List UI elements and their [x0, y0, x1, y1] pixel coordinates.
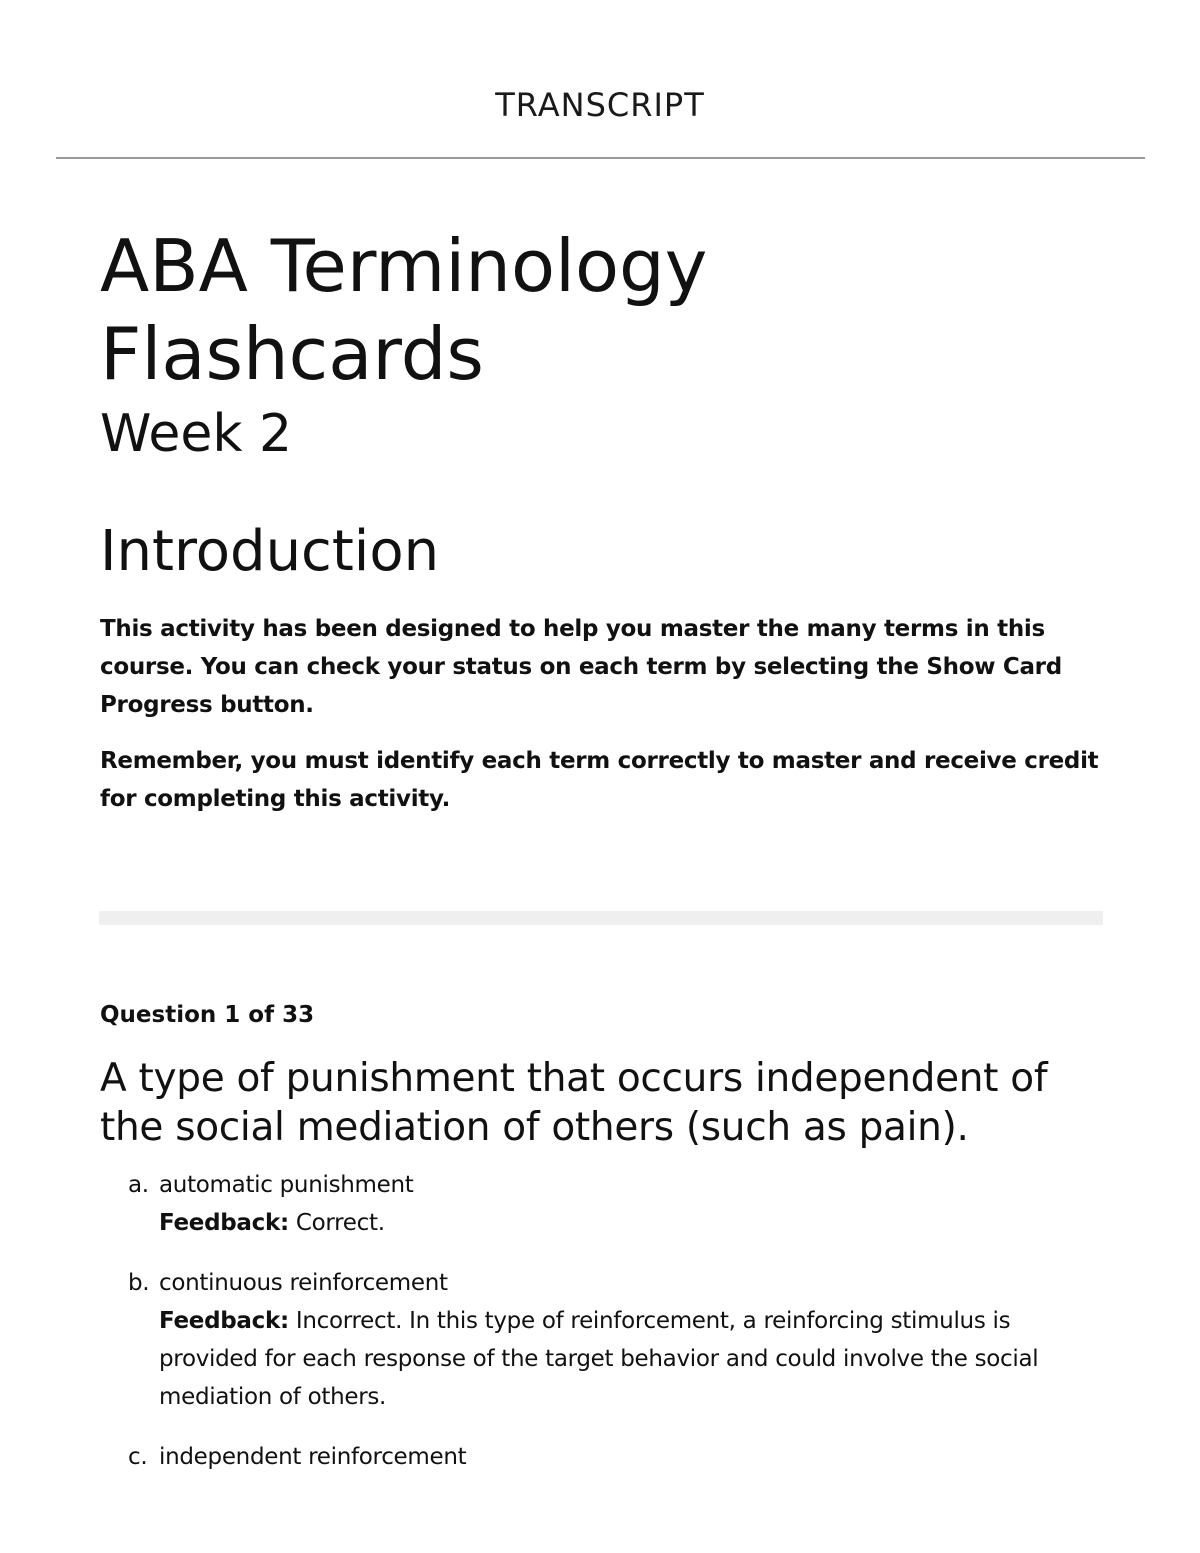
- intro-paragraph-2: Remember, you must identify each term correctly to master and receive credit for completing this activity.: [100, 748, 1099, 812]
- answer-text: automatic punishment: [159, 1172, 414, 1198]
- introduction-body: [100, 610, 1100, 836]
- answer-letter: b.: [128, 1270, 150, 1296]
- document-title: [100, 222, 1100, 398]
- show-card-progress-emphasis: Show Card Progress: [100, 654, 1062, 718]
- answer-letter: c.: [128, 1444, 148, 1470]
- answer-option-a: [128, 1166, 1088, 1242]
- section-divider: [99, 911, 1103, 925]
- title-line-2: Flashcards: [100, 312, 484, 396]
- answer-list: [128, 1166, 1088, 1498]
- answer-option-b: [128, 1264, 1088, 1416]
- answer-text: continuous reinforcement: [159, 1270, 448, 1296]
- answer-feedback: [159, 1204, 1088, 1242]
- intro-paragraph-1: [100, 610, 1100, 724]
- title-line-1: ABA Terminology: [100, 224, 708, 308]
- answer-feedback: [159, 1302, 1088, 1416]
- intro-paragraph-1-text: This activity has been designed to help you master the many terms in this course. You can check your status on each term by selecting the: [100, 616, 1045, 680]
- question-counter: Question 1 of 33: [100, 1002, 315, 1028]
- transcript-label: TRANSCRIPT: [495, 86, 705, 124]
- answer-letter: a.: [128, 1172, 149, 1198]
- feedback-label: Feedback:: [159, 1210, 289, 1236]
- answer-option-c: [128, 1438, 1088, 1476]
- header-divider: [56, 157, 1145, 159]
- answer-text: independent reinforcement: [159, 1444, 467, 1470]
- introduction-heading: Introduction: [100, 519, 440, 584]
- feedback-text: Correct.: [295, 1210, 385, 1236]
- document-subtitle: Week 2: [100, 404, 293, 464]
- feedback-text: Incorrect. In this type of reinforcement, a reinforcing stimulus is provided for each response of the target behavior and could involve the social mediation of others.: [159, 1308, 1039, 1410]
- question-prompt: A type of punishment that occurs independent of the social mediation of others (such as pain).: [100, 1056, 1048, 1150]
- feedback-label: Feedback:: [159, 1308, 289, 1334]
- intro-paragraph-1-end: button.: [212, 692, 314, 718]
